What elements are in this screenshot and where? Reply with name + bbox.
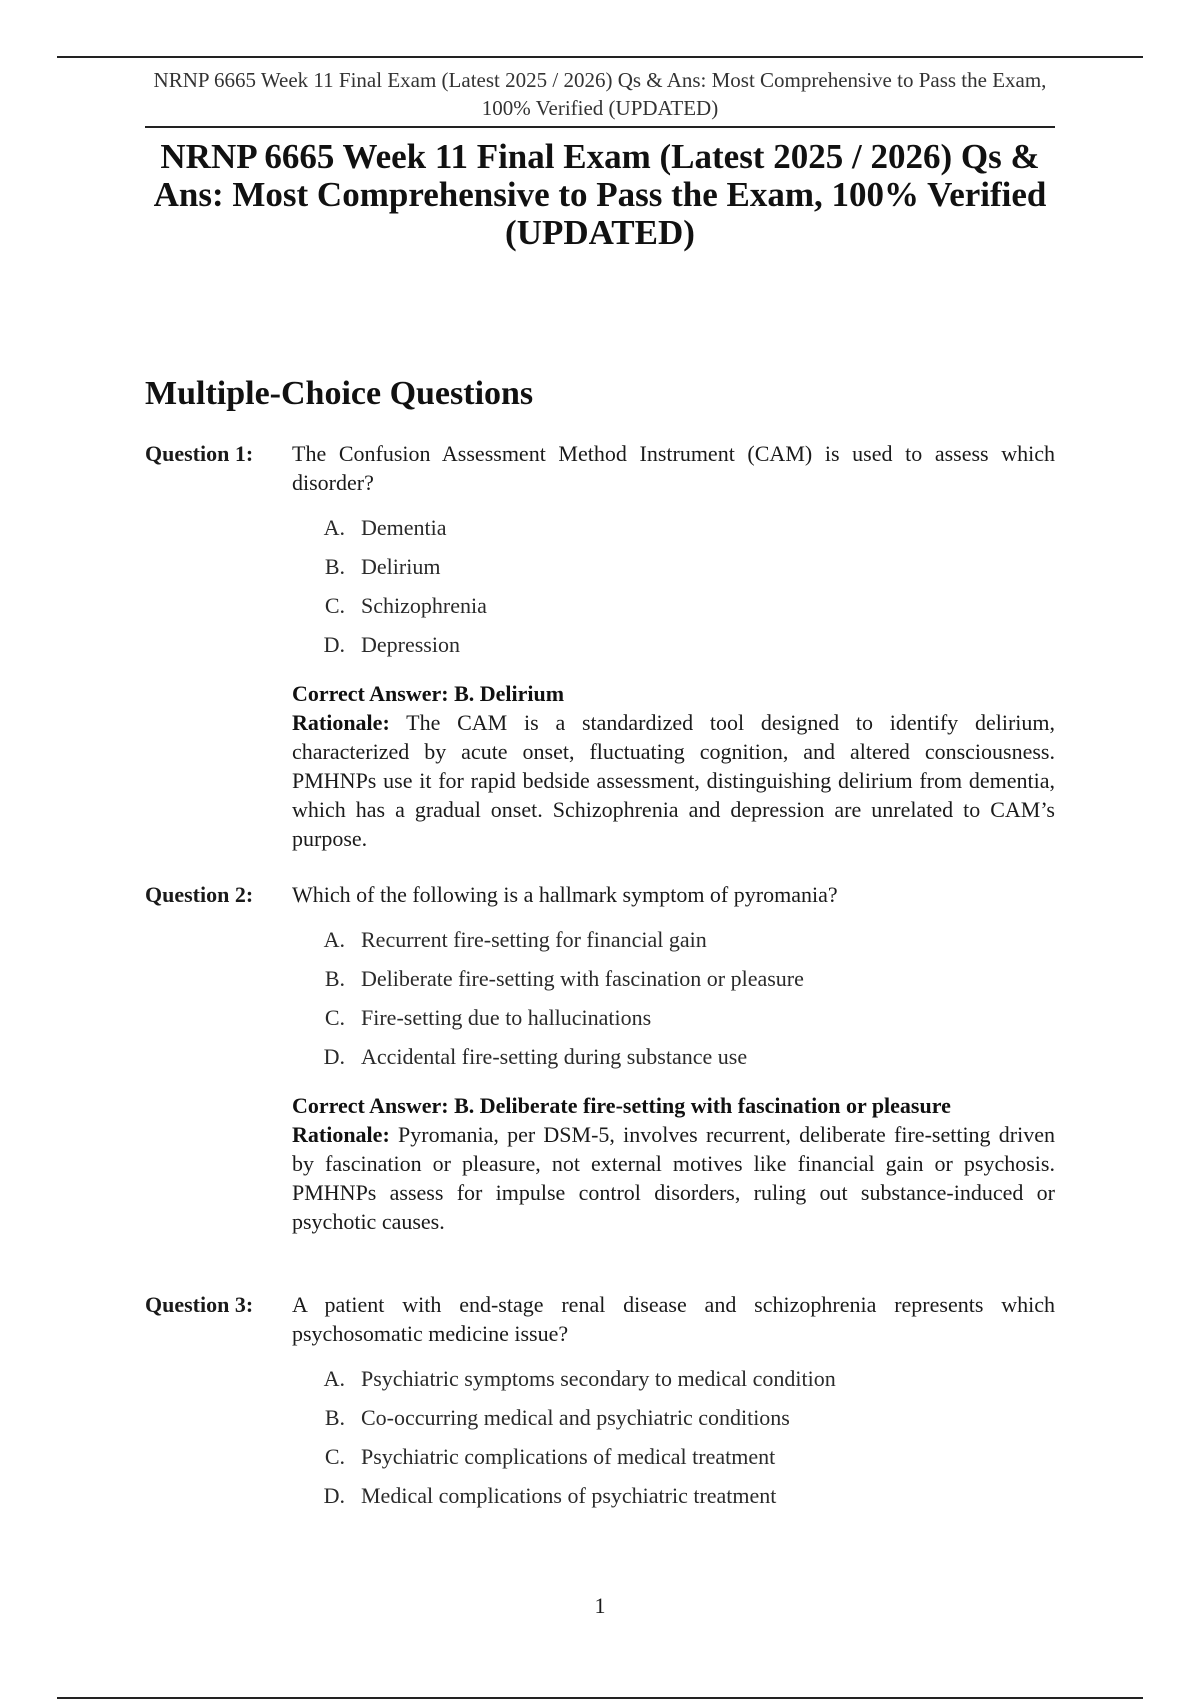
option-text: Psychiatric complications of medical treatment: [361, 1444, 776, 1469]
option-a: [308, 925, 1055, 964]
answer-block: [292, 1091, 1055, 1236]
question-2: [145, 880, 1055, 1236]
option-letter: B.: [324, 1405, 345, 1430]
question-text: The Confusion Assessment Method Instrument (CAM) is used to assess which disorder?: [292, 441, 1055, 495]
section-heading: Multiple-Choice Questions: [145, 375, 534, 412]
option-letter: D.: [323, 1483, 345, 1508]
running-header: NRNP 6665 Week 11 Final Exam (Latest 2025 / 2026) Qs & Ans: Most Comprehensive to Pass the Exam, 100% Verified (UPDATED): [153, 68, 1047, 120]
option-text: Accidental fire-setting during substance use: [361, 1044, 748, 1069]
option-c: [308, 1003, 1055, 1042]
option-text: Dementia: [361, 515, 447, 540]
options-list: [308, 513, 1055, 669]
option-text: Deliberate fire-setting with fascination or pleasure: [361, 966, 804, 991]
option-letter: C.: [324, 1005, 345, 1030]
option-a: [308, 513, 1055, 552]
option-d: [308, 1042, 1055, 1081]
question-text: A patient with end-stage renal disease and schizophrenia represents which psychosomatic medicine issue?: [292, 1292, 1055, 1346]
answer-block: [292, 679, 1055, 853]
option-text: Schizophrenia: [361, 593, 487, 618]
page-number: 1: [594, 1593, 606, 1618]
option-d: [308, 1481, 1055, 1520]
option-text: Delirium: [361, 554, 441, 579]
option-b: [308, 552, 1055, 591]
page-top-rule: [57, 56, 1143, 58]
options-list: [308, 1364, 1055, 1520]
rationale: [292, 708, 1055, 853]
option-text: Recurrent fire-setting for financial gain: [361, 927, 707, 952]
correct-answer: Correct Answer: B. Delirium: [292, 681, 565, 706]
correct-answer: Correct Answer: B. Deliberate fire-setting with fascination or pleasure: [292, 1093, 951, 1118]
option-text: Fire-setting due to hallucinations: [361, 1005, 652, 1030]
option-b: [308, 1403, 1055, 1442]
option-c: [308, 591, 1055, 630]
rationale-label: Rationale:: [292, 1122, 390, 1147]
options-list: [308, 925, 1055, 1081]
option-letter: C.: [324, 1444, 345, 1469]
rationale-label: Rationale:: [292, 710, 390, 735]
header-rule: [145, 126, 1055, 128]
option-text: Medical complications of psychiatric treatment: [361, 1483, 777, 1508]
option-text: Psychiatric symptoms secondary to medical condition: [361, 1366, 836, 1391]
option-d: [308, 630, 1055, 669]
option-a: [308, 1364, 1055, 1403]
option-letter: C.: [324, 593, 345, 618]
option-letter: D.: [323, 632, 345, 657]
option-text: Co-occurring medical and psychiatric conditions: [361, 1405, 790, 1430]
option-letter: B.: [324, 554, 345, 579]
question-label: Question 1:: [145, 441, 254, 466]
option-letter: B.: [324, 966, 345, 991]
option-letter: A.: [323, 927, 345, 952]
question-1: [145, 439, 1055, 853]
question-label: Question 2:: [145, 882, 254, 907]
option-letter: D.: [323, 1044, 345, 1069]
rationale: [292, 1120, 1055, 1236]
question-text: Which of the following is a hallmark symptom of pyromania?: [292, 882, 838, 907]
option-text: Depression: [361, 632, 460, 657]
question-3: [145, 1290, 1055, 1520]
rationale-text: The CAM is a standardized tool designed to identify delirium, characterized by acute onset, fluctuating cognition, and altered consciousness. PMHNPs use it for rapid bedside assessment, distinguishing delirium from dementia, which has a gradual onset. Schizophrenia and depression are unrelated to CAM’s purpose.: [292, 710, 1055, 851]
rationale-text: Pyromania, per DSM-5, involves recurrent, deliberate fire-setting driven by fascination or pleasure, not external motives like financial gain or psychosis. PMHNPs assess for impulse control disorders, ruling out substance-induced or psychotic causes.: [292, 1122, 1056, 1234]
option-b: [308, 964, 1055, 1003]
question-label: Question 3:: [145, 1292, 254, 1317]
option-letter: A.: [323, 515, 345, 540]
option-c: [308, 1442, 1055, 1481]
document-title: NRNP 6665 Week 11 Final Exam (Latest 2025 / 2026) Qs & Ans: Most Comprehensive to Pass the Exam, 100% Verified (UPDATED): [153, 137, 1047, 252]
option-letter: A.: [323, 1366, 345, 1391]
page-bottom-rule: [57, 1697, 1143, 1699]
